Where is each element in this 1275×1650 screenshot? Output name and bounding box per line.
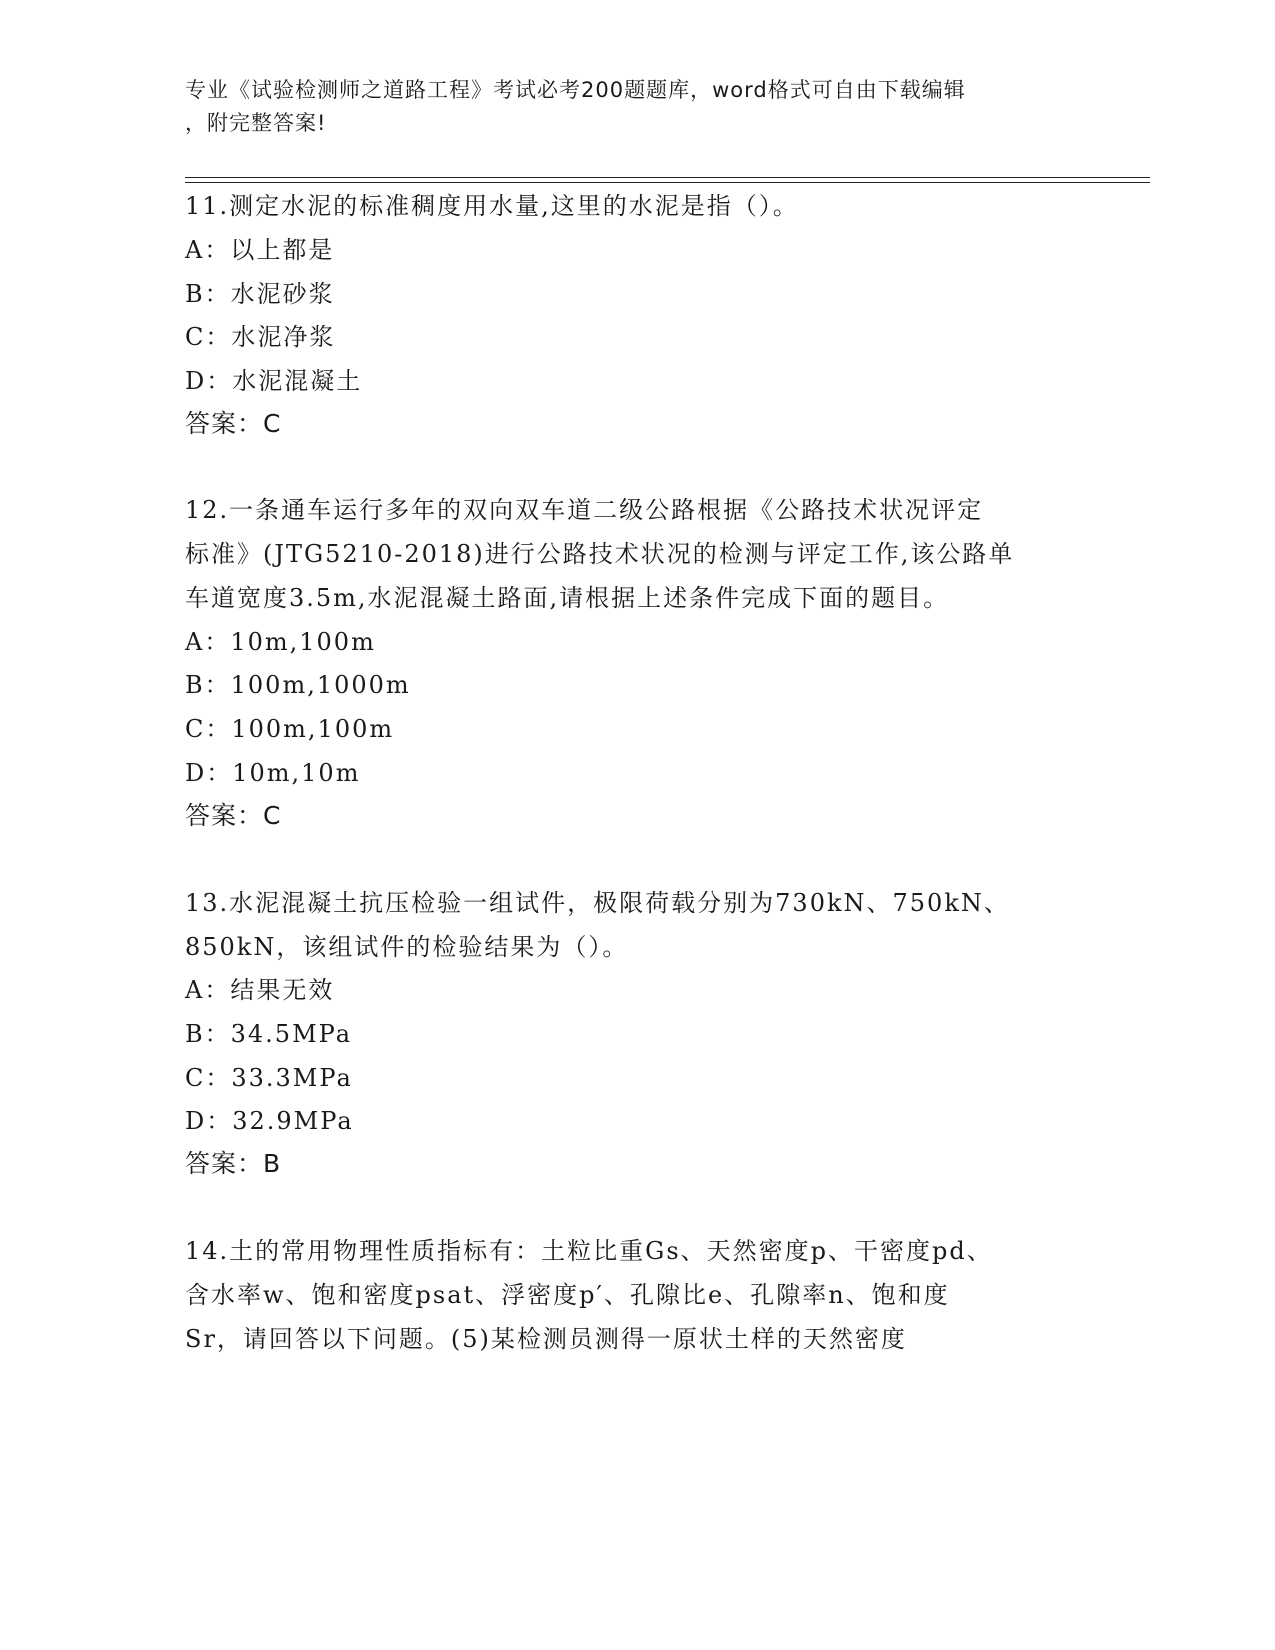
question-13-answer: 答案：B xyxy=(185,1149,282,1178)
question-12-text-line-1: 12.一条通车运行多年的双向双车道二级公路根据《公路技术状况评定 xyxy=(185,496,984,524)
question-12-option-b: B：100m,1000m xyxy=(185,671,411,699)
question-13-option-a: A：结果无效 xyxy=(185,976,335,1004)
question-13-option-d: D：32.9MPa xyxy=(185,1107,354,1135)
question-12-answer: 答案：C xyxy=(185,801,282,830)
header-divider-top xyxy=(185,177,1150,178)
question-14-text-line-1: 14.土的常用物理性质指标有：土粒比重Gs、天然密度p、干密度pd、 xyxy=(185,1237,993,1265)
header-divider-bottom xyxy=(185,182,1150,183)
question-13-option-c: C：33.3MPa xyxy=(185,1064,353,1092)
question-11-option-d: D：水泥混凝土 xyxy=(185,367,363,395)
question-13-text-line-1: 13.水泥混凝土抗压检验一组试件，极限荷载分别为730kN、750kN、 xyxy=(185,889,1010,917)
question-11-option-c: C：水泥净浆 xyxy=(185,323,336,351)
question-12-option-c: C：100m,100m xyxy=(185,715,395,743)
question-12-option-a: A：10m,100m xyxy=(185,628,376,656)
question-14-text-line-3: Sr，请回答以下问题。(5)某检测员测得一原状土样的天然密度 xyxy=(185,1325,907,1353)
question-14-text-line-2: 含水率w、饱和密度psat、浮密度p′、孔隙比e、孔隙率n、饱和度 xyxy=(185,1281,950,1309)
question-13-text-line-2: 850kN，该组试件的检验结果为（）。 xyxy=(185,933,629,961)
document-header xyxy=(185,74,1065,140)
header-line-1: 专业《试验检测师之道路工程》考试必考200题题库，word格式可自由下载编辑 xyxy=(185,78,966,102)
question-11-option-a: A：以上都是 xyxy=(185,236,335,264)
question-12-text-line-2: 标准》(JTG5210-2018)进行公路技术状况的检测与评定工作,该公路单 xyxy=(185,540,1015,568)
question-11-text: 11.测定水泥的标准稠度用水量,这里的水泥是指（）。 xyxy=(185,192,799,220)
question-12-text-line-3: 车道宽度3.5m,水泥混凝土路面,请根据上述条件完成下面的题目。 xyxy=(185,584,950,612)
header-line-2: ，附完整答案! xyxy=(185,111,327,135)
question-12-option-d: D：10m,10m xyxy=(185,759,361,787)
question-11-answer: 答案：C xyxy=(185,409,282,438)
question-13-option-b: B：34.5MPa xyxy=(185,1020,353,1048)
question-11-option-b: B：水泥砂浆 xyxy=(185,280,335,308)
